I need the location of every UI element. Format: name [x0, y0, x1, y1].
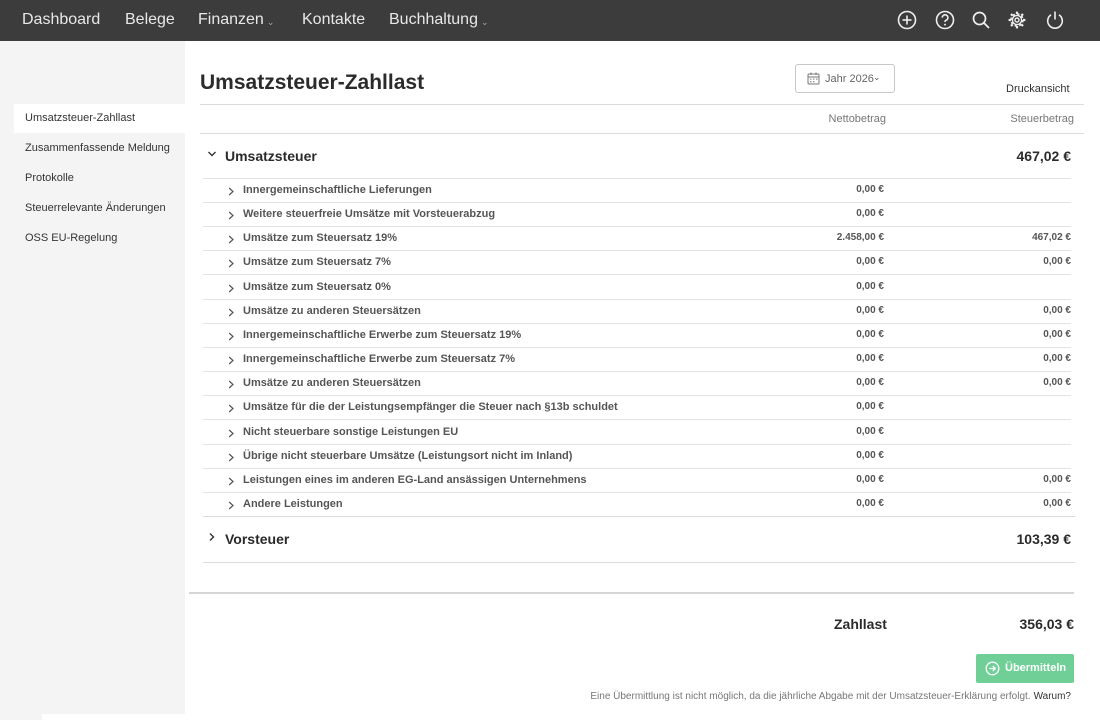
nav-item-label: Finanzen [198, 11, 264, 28]
sidebar-item-zusammenfassende-meldung[interactable] [14, 134, 185, 163]
row-label: Nicht steuerbare sonstige Leistungen EU [243, 425, 459, 438]
chevron-right-icon [227, 235, 235, 244]
row-label: Übrige nicht steuerbare Umsätze (Leistungsort nicht im Inland) [243, 449, 573, 462]
main-content [185, 41, 1100, 720]
row-net-amount: 0,00 € [856, 328, 884, 340]
row-label: Innergemeinschaftliche Lieferungen [243, 184, 432, 196]
row-net-amount: 0,00 € [856, 473, 884, 485]
chevron-right-icon [227, 380, 235, 389]
row-tax-amount: 467,02 € [1032, 232, 1071, 244]
row-label: Umsätze zu anderen Steuersätzen [243, 304, 421, 317]
row-net-amount: 2.458,00 € [836, 232, 884, 244]
table-row[interactable] [203, 227, 1071, 251]
chevron-right-icon [227, 259, 235, 268]
divider [200, 104, 1084, 105]
row-tax-amount: 0,00 € [1043, 497, 1071, 509]
chevron-right-icon [227, 332, 235, 341]
table-row[interactable] [203, 372, 1071, 396]
chevron-right-icon [227, 308, 235, 317]
arrow-right-circle-icon [985, 661, 1000, 676]
row-label: Innergemeinschaftliche Erwerbe zum Steuersatz 19% [243, 328, 522, 341]
row-tax-amount: 0,00 € [1043, 256, 1071, 268]
table-row[interactable] [203, 445, 1071, 469]
page-title: Umsatzsteuer-Zahllast [200, 71, 425, 94]
chevron-right-icon [227, 501, 235, 510]
row-tax-amount: 0,00 € [1043, 377, 1071, 389]
divider [203, 562, 1075, 563]
row-net-amount: 0,00 € [856, 401, 884, 413]
row-label: Umsätze zum Steuersatz 7% [243, 256, 391, 269]
total-amount: 356,03 € [1019, 616, 1074, 632]
sidebar-item-steuerrelevante-aenderungen[interactable] [14, 194, 185, 223]
table-row[interactable] [203, 348, 1071, 372]
why-link[interactable]: Warum? [1033, 691, 1071, 702]
nav-item-label: Kontakte [302, 11, 366, 28]
nav-item-label: Dashboard [22, 11, 101, 28]
group-label: Vorsteuer [225, 531, 290, 547]
table-row[interactable] [203, 469, 1071, 493]
year-select[interactable] [795, 64, 895, 93]
column-header-tax: Steuerbetrag [1010, 113, 1074, 125]
row-label: Leistungen eines im anderen EG-Land ansässigen Unternehmens [243, 473, 587, 486]
chevron-right-icon [227, 187, 235, 196]
row-net-amount: 0,00 € [856, 184, 884, 195]
submission-note [590, 691, 1071, 702]
sidebar-item-label: OSS EU-Regelung [25, 232, 118, 244]
add-circle-icon[interactable] [896, 9, 918, 31]
nav-item-label: Belege [125, 11, 175, 28]
table-row[interactable] [203, 179, 1071, 203]
sidebar-item-label: Protokolle [25, 172, 74, 184]
group-row-vorsteuer[interactable] [200, 517, 1075, 561]
group-label: Umsatzsteuer [225, 148, 317, 164]
gear-icon[interactable] [1006, 9, 1028, 31]
nav-item-label: Buchhaltung [389, 11, 478, 28]
calendar-icon [807, 72, 820, 85]
total-separator [189, 592, 1074, 594]
group-row-umsatzsteuer[interactable] [200, 134, 1075, 178]
table-row[interactable] [203, 324, 1071, 348]
search-icon[interactable] [970, 9, 992, 31]
submit-button[interactable] [976, 654, 1074, 683]
row-tax-amount: 0,00 € [1043, 328, 1071, 340]
print-view-link[interactable]: Druckansicht [1006, 83, 1070, 95]
row-label: Umsätze zum Steuersatz 19% [243, 232, 398, 245]
chevron-right-icon [227, 429, 235, 438]
row-net-amount: 0,00 € [856, 304, 884, 316]
sidebar-item-protokolle[interactable] [14, 164, 185, 193]
chevron-right-icon [227, 453, 235, 462]
chevron-right-icon [227, 356, 235, 365]
table-row[interactable] [203, 300, 1071, 324]
nav-item-belege[interactable] [125, 0, 175, 41]
row-tax-amount: 0,00 € [1043, 353, 1071, 365]
table-row[interactable] [203, 251, 1071, 275]
table-row[interactable] [203, 421, 1071, 445]
total-label: Zahllast [834, 616, 887, 632]
nav-item-buchhaltung[interactable] [389, 0, 489, 41]
sidebar-item-oss-eu-regelung[interactable] [14, 224, 185, 253]
row-net-amount: 0,00 € [856, 449, 884, 461]
row-label: Innergemeinschaftliche Erwerbe zum Steuersatz 7% [243, 353, 516, 366]
top-navigation [0, 0, 1100, 41]
help-icon[interactable] [934, 9, 956, 31]
table-row[interactable] [203, 493, 1071, 517]
nav-item-kontakte[interactable] [302, 0, 365, 41]
chevron-right-icon [207, 532, 217, 542]
submission-note-text: Eine Übermittlung ist nicht möglich, da die jährliche Abgabe mit der Umsatzsteuer-Erklärung erfolgt. [590, 691, 1031, 702]
group-amount: 103,39 € [1016, 531, 1071, 547]
row-label: Weitere steuerfreie Umsätze mit Vorsteuerabzug [243, 208, 496, 221]
row-label: Umsätze zum Steuersatz 0% [243, 280, 391, 293]
chevron-right-icon [227, 477, 235, 486]
year-select-label: Jahr 2026 [825, 73, 874, 85]
chevron-down-icon [207, 149, 217, 159]
table-row[interactable] [203, 396, 1071, 420]
row-net-amount: 0,00 € [856, 497, 884, 509]
sidebar-item-umsatzsteuer-zahllast[interactable] [14, 104, 185, 133]
table-row[interactable] [203, 203, 1071, 227]
row-net-amount: 0,00 € [856, 353, 884, 365]
row-label: Umsätze zu anderen Steuersätzen [243, 377, 421, 390]
nav-item-dashboard[interactable] [22, 0, 100, 41]
row-net-amount: 0,00 € [856, 377, 884, 389]
row-label: Umsätze für die der Leistungsempfänger die Steuer nach §13b schuldet [243, 401, 618, 414]
row-net-amount: 0,00 € [856, 208, 884, 220]
chevron-right-icon [227, 211, 235, 220]
column-header-net: Nettobetrag [828, 113, 886, 125]
row-label: Andere Leistungen [243, 497, 343, 510]
table-row[interactable] [203, 276, 1071, 300]
sidebar-item-label: Umsatzsteuer-Zahllast [25, 112, 136, 124]
row-tax-amount: 0,00 € [1043, 304, 1071, 316]
chevron-down-icon: ⌄ [266, 17, 275, 27]
row-net-amount: 0,00 € [856, 256, 884, 268]
sidebar-item-label: Steuerrelevante Änderungen [25, 202, 166, 214]
power-icon[interactable] [1044, 9, 1066, 31]
chevron-right-icon [227, 284, 235, 293]
row-net-amount: 0,00 € [856, 280, 884, 292]
chevron-down-icon: ⌄ [873, 72, 881, 82]
row-tax-amount: 0,00 € [1043, 473, 1071, 485]
sidebar-footer-bar [42, 714, 185, 720]
group-amount: 467,02 € [1016, 148, 1071, 164]
row-net-amount: 0,00 € [856, 425, 884, 437]
sidebar [0, 41, 185, 720]
submit-button-label: Übermitteln [1005, 662, 1067, 674]
nav-item-finanzen[interactable] [198, 0, 274, 41]
chevron-right-icon [227, 404, 235, 413]
chevron-down-icon: ⌄ [480, 17, 489, 27]
sidebar-item-label: Zusammenfassende Meldung [25, 142, 170, 154]
